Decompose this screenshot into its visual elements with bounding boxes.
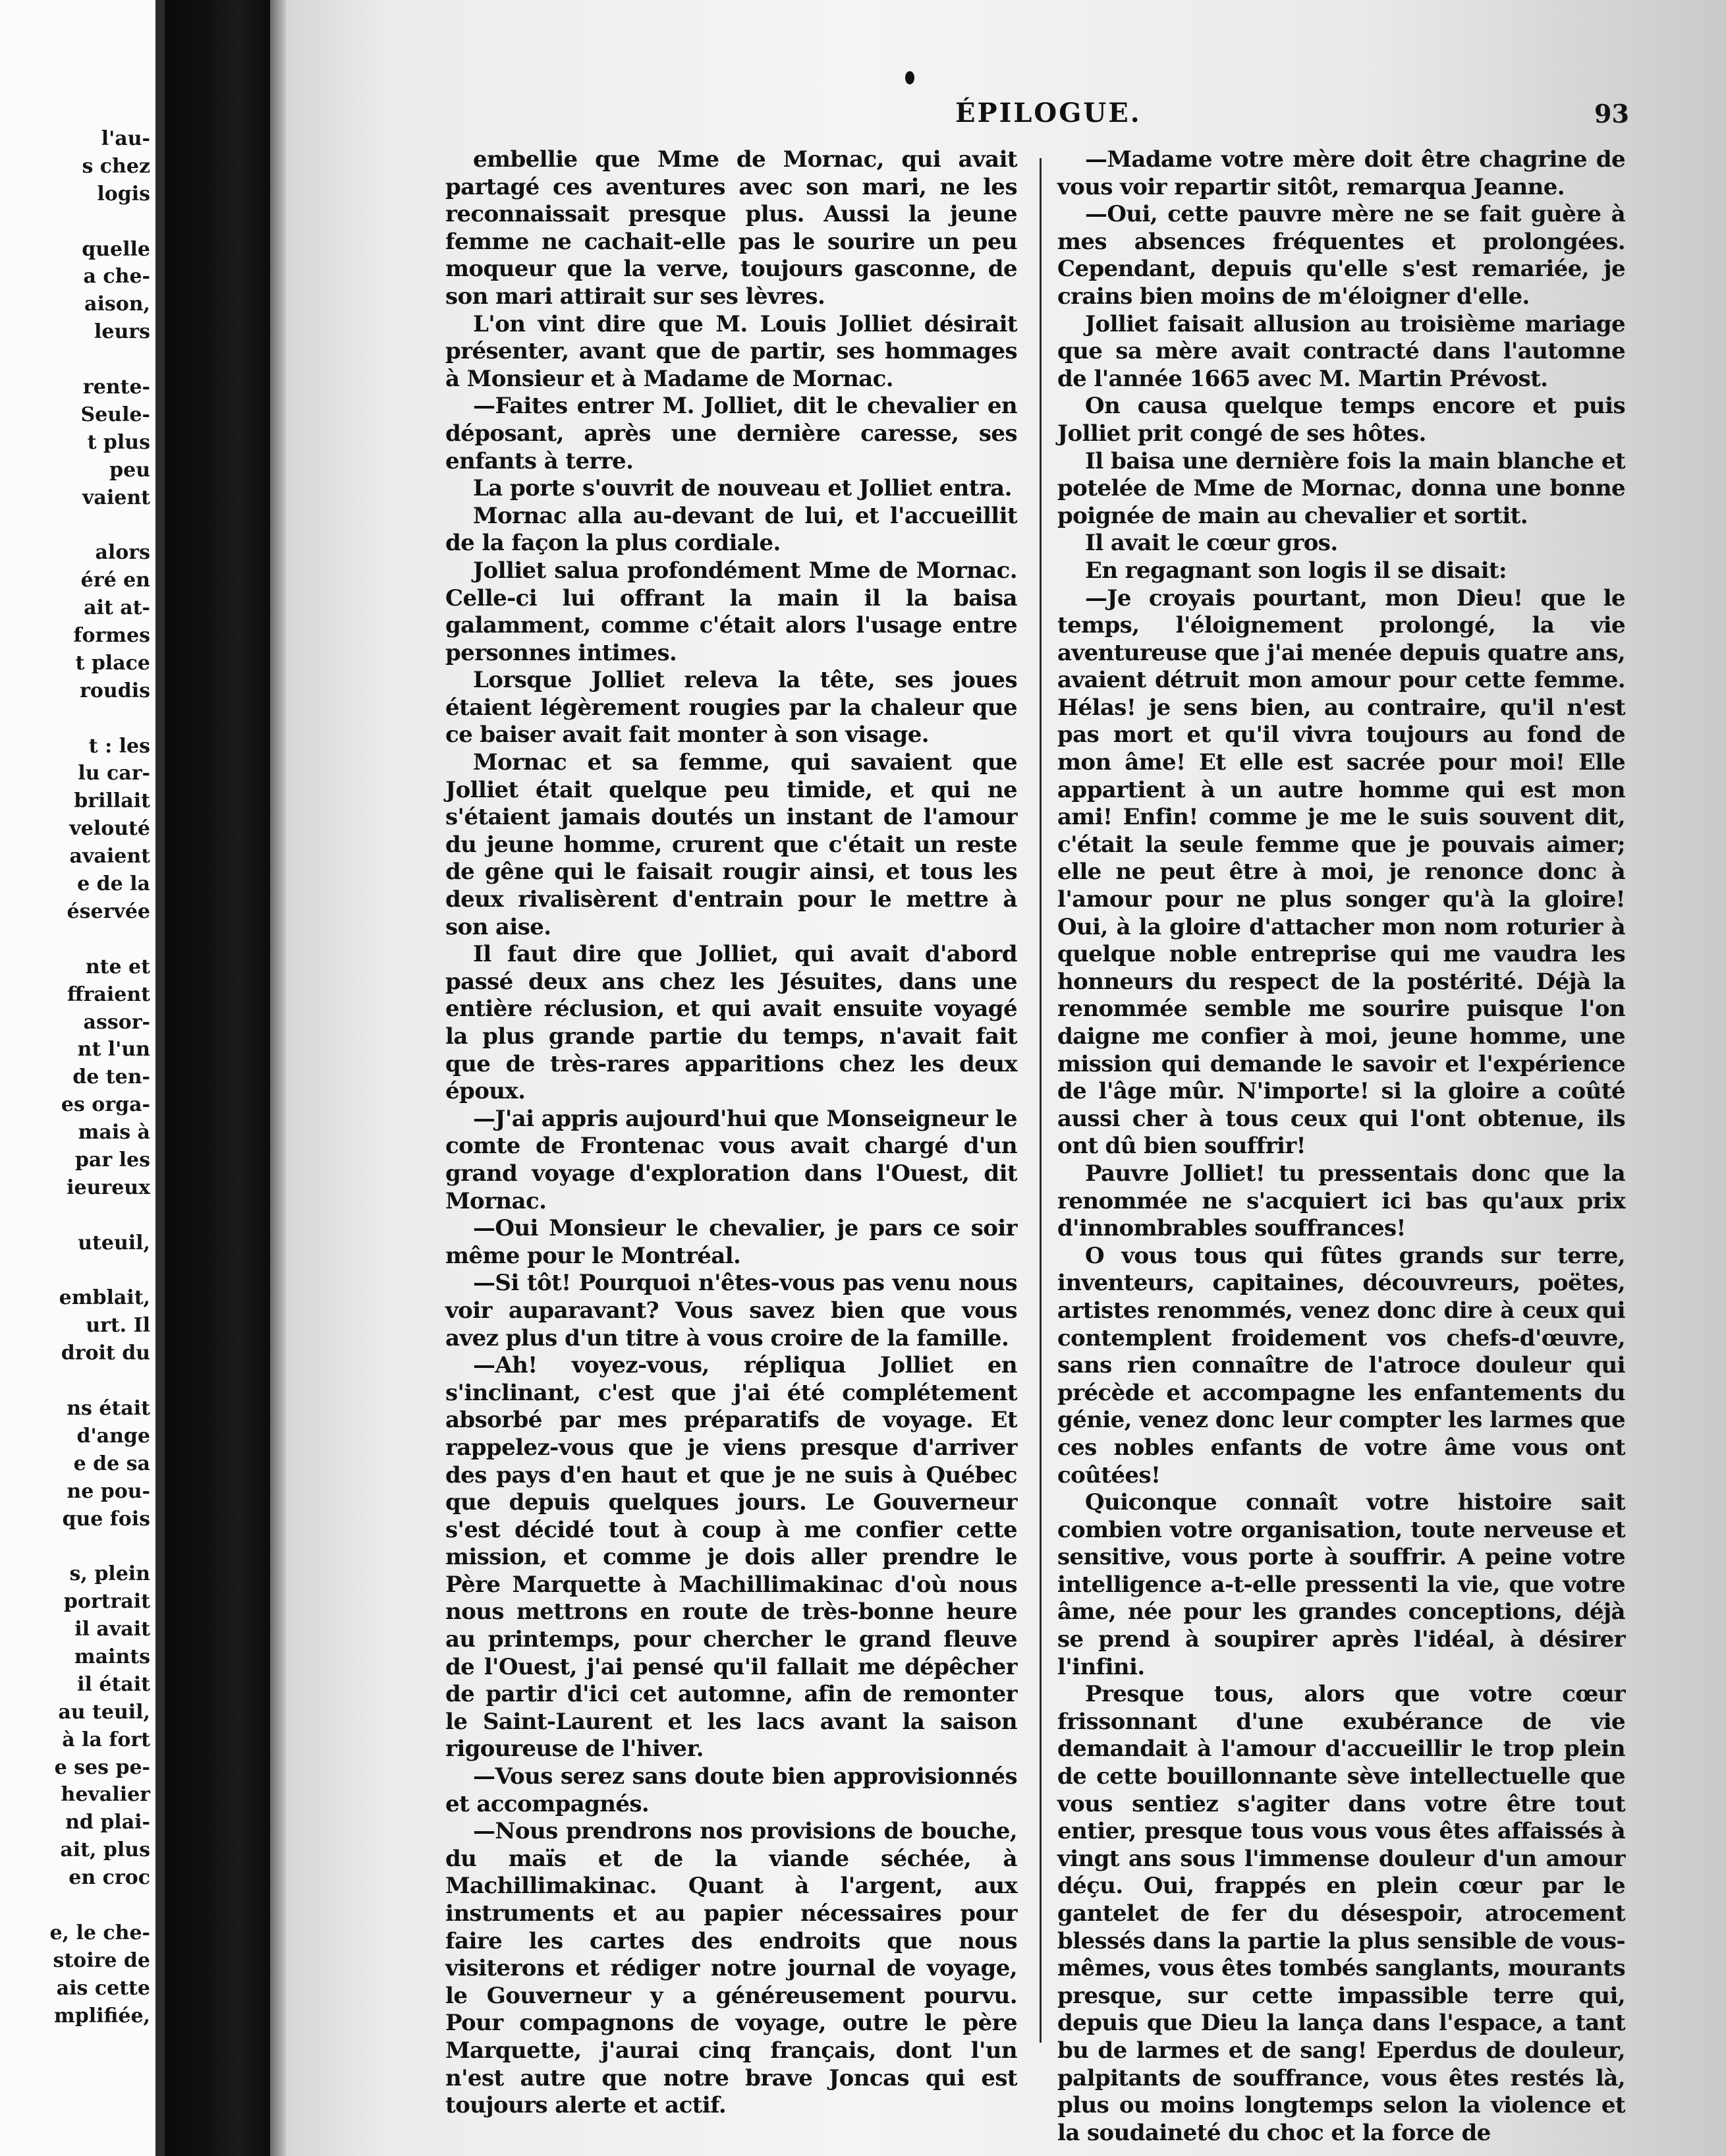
paragraph: —Vous serez sans doute bien approvisionnés et accompagnés. <box>445 1763 1017 1817</box>
paragraph: Mornac alla au-devant de lui, et l'accueillit de la façon la plus cordiale. <box>445 502 1017 557</box>
previous-page-line <box>0 1257 150 1285</box>
paragraph: O vous tous qui fûtes grands sur terre, inventeurs, capitaines, découvreurs, poëtes, artistes renommés, venez donc dire à ceux qui contemplent froidement vos chefs-d'œuvre, sans rien connaître de l'atroce douleur qui précède et accompagne les enfantements du génie, venez donc leur compter les larmes que ces nobles enfants de votre âme vous ont coûtées! <box>1057 1242 1625 1489</box>
page-number: 93 <box>1594 99 1629 128</box>
paragraph: Il faut dire que Jolliet, qui avait d'abord passé deux ans chez les Jésuites, dans une entière réclusion, et qui avait ensuite voyagé la plus grande partie du temps, n'avait fait que de très-rares apparitions chez les deux époux. <box>445 941 1017 1105</box>
paragraph: Jolliet faisait allusion au troisième mariage que sa mère avait contracté dans l'automne de l'année 1665 avec M. Martin Prévost. <box>1057 310 1625 392</box>
paragraph: —Oui, cette pauvre mère ne se fait guère à mes absences fréquentes et prolongées. Cependant, depuis qu'elle s'est remariée, je crains bien moins de m'éloigner d'elle. <box>1057 201 1625 310</box>
paragraph: Lorsque Jolliet releva la tête, ses joues étaient légèrement rougies par la chaleur que ce baiser avait fait monter à son visage. <box>445 667 1017 749</box>
text-column-right <box>1057 146 1625 2147</box>
paragraph: —Nous prendrons nos provisions de bouche, du maïs et de la viande séchée, à Machillimakinac. Quant à l'argent, aux instruments et au papier nécessaires pour faire les cartes des endroits que nous visiterons et rédiger notre journal de voyage, le Gouverneur y a généreusement pourvu. Pour compagnons de voyage, outre le père Marquette, j'aurai cinq français, dont l'un n'est autre que notre brave Joncas qui est toujours alerte et actif. <box>445 1818 1017 2119</box>
previous-page-line: maints <box>74 1645 150 1668</box>
previous-page-line <box>0 1892 150 1919</box>
previous-page-line: portrait <box>63 1590 150 1614</box>
previous-page-line: stoire de <box>53 1948 150 1972</box>
previous-page-line: leurs <box>94 320 150 344</box>
previous-page-line: peu <box>109 458 150 482</box>
paragraph: —Ah! voyez-vous, répliqua Jolliet en s'inclinant, c'est que j'ai été complétement absorbé par mes préparatifs de voyage. Et rappelez-vous que je viens presque d'arriver des pays d'en haut et que je ne suis à Québec que depuis quelques jours. Le Gouverneur s'est décidé tout à coup à me confier cette mission, et comme je dois aller prendre le Père Marquette à Machillimakinac d'où nous nous mettrons en route de très-bonne heure au printemps, pour chercher le grand fleuve de l'Ouest, j'ai pensé qu'il fallait me dépêcher de partir d'ici cet automne, afin de remonter le Saint-Laurent et les lacs avant la saison rigoureuse de l'hiver. <box>445 1352 1017 1763</box>
previous-page-line: uteuil, <box>78 1231 150 1255</box>
previous-page-line: droit du <box>61 1342 150 1365</box>
previous-page-line: es orga- <box>61 1093 150 1117</box>
paragraph: Il baisa une dernière fois la main blanche et potelée de Mme de Mornac, donna une bonne poignée de main au chevalier et sortit. <box>1057 447 1625 529</box>
previous-page-line: d'ange <box>76 1424 150 1448</box>
previous-page-line: quelle <box>82 237 150 261</box>
previous-page-line: t : les <box>88 734 150 758</box>
previous-page-line: vaient <box>82 486 150 509</box>
previous-page-line: emblait, <box>59 1286 150 1310</box>
paragraph: Il avait le cœur gros. <box>1085 530 1338 557</box>
running-head: ÉPILOGUE. <box>955 98 1142 128</box>
paragraph: En regagnant son logis il se disait: <box>1085 557 1507 584</box>
previous-page-line: que fois <box>62 1507 150 1531</box>
previous-page-line: brillait <box>74 789 150 813</box>
previous-page-line: velouté <box>69 817 150 841</box>
column-rule <box>1040 158 1042 2043</box>
previous-page-line: alors <box>95 541 150 565</box>
previous-page-fragment <box>0 0 155 2156</box>
previous-page-line: assor- <box>83 1010 150 1034</box>
previous-page-line: e, le che- <box>49 1921 150 1944</box>
paragraph: —Madame votre mère doit être chagrine de vous voir repartir sitôt, remarqua Jeanne. <box>1057 146 1625 200</box>
previous-page-text <box>0 125 150 2029</box>
page-gutter <box>155 0 165 2156</box>
previous-page-line <box>0 705 150 733</box>
previous-page-line: urt. Il <box>86 1314 150 1338</box>
previous-page-line <box>0 208 150 236</box>
previous-page-line: il était <box>77 1672 150 1696</box>
previous-page-line: rente- <box>82 376 150 399</box>
previous-page-line <box>0 346 150 374</box>
paragraph: —Oui Monsieur le chevalier, je pars ce soir même pour le Montréal. <box>445 1215 1017 1269</box>
previous-page-line: a che- <box>83 265 150 289</box>
previous-page-line: nte et <box>85 955 150 979</box>
paragraph: embellie que Mme de Mornac, qui avait partagé ces aventures avec son mari, ne les reconnaissait presque plus. Aussi la jeune femme ne cachait-elle pas le sourire un peu moqueur que la verve, toujours gasconne, de son mari attirait sur ses lèvres. <box>445 146 1017 310</box>
paragraph: On causa quelque temps encore et puis Jolliet prit congé de ses hôtes. <box>1057 393 1625 447</box>
previous-page-line: ne pou- <box>67 1479 150 1503</box>
previous-page-line: ait, plus <box>60 1838 150 1862</box>
paragraph: —Faites entrer M. Jolliet, dit le chevalier en déposant, après une dernière caresse, ses enfants à terre. <box>445 393 1017 474</box>
previous-page-line: avaient <box>69 845 150 868</box>
previous-page-line: éré en <box>80 569 150 592</box>
paragraph: Jolliet salua profondément Mme de Mornac. Celle-ci lui offrant la main il la baisa galamment, comme c'était alors l'usage entre personnes intimes. <box>445 557 1017 666</box>
ink-spot <box>905 71 914 84</box>
previous-page-line: t place <box>75 651 150 675</box>
previous-page-line: par les <box>74 1148 150 1172</box>
previous-page-line: s, plein <box>69 1562 150 1586</box>
previous-page-line <box>0 926 150 953</box>
paragraph: Pauvre Jolliet! tu pressentais donc que la renommée ne s'acquiert ici bas qu'aux prix d'innombrables souffrances! <box>1057 1160 1625 1242</box>
previous-page-line: il avait <box>74 1618 150 1641</box>
paragraph: La porte s'ouvrit de nouveau et Jolliet entra. <box>473 475 1012 502</box>
paragraph: Presque tous, alors que votre cœur frissonnant d'une exubérance de vie demandait à l'amour d'accueillir le trop plein de cette bouillonnante sève intellectuelle que vous sentiez s'agiter dans votre être tout entier, presque tous vous vous êtes affaissés à vingt ans sous l'immense douleur d'un amour déçu. Oui, frappés en plein cœur par le gantelet de fer du désespoir, atrocement blessés dans la partie la plus sensible de vous-mêmes, vous êtes tombés sanglants, mourants presque, sur cette impassible terre qui, depuis que Dieu la lança dans l'espace, a tant bu de larmes et de sang! Eperdus de douleur, palpitants de souffrance, vous êtes restés là, plus ou moins longtemps selon la violence et la soudaineté du choc et la force de <box>1057 1681 1625 2146</box>
paragraph: Mornac et sa femme, qui savaient que Jolliet était quelque peu timide, et qui ne s'étaient jamais doutés un instant de l'amour du jeune homme, crurent que c'était un reste de gêne qui le faisait rougir ainsi, et tous les deux rivalisèrent d'entrain pour le mettre à son aise. <box>445 749 1017 940</box>
paragraph: Quiconque connaît votre histoire sait combien votre organisation, toute nerveuse et sensitive, vous porte à souffrir. A peine votre intelligence a-t-elle pressenti la vie, que votre âme, née pour les grandes conceptions, déjà se prend à soupirer après l'idéal, à désirer l'infini. <box>1057 1489 1625 1680</box>
previous-page-line: ieureux <box>67 1176 150 1199</box>
previous-page-line: nd plai- <box>65 1811 150 1834</box>
previous-page-line <box>0 511 150 539</box>
previous-page-line <box>0 1202 150 1230</box>
previous-page-line: roudis <box>80 679 150 702</box>
previous-page-line <box>0 1367 150 1395</box>
previous-page-line: en croc <box>69 1866 150 1890</box>
previous-page-line: l'au- <box>101 127 150 150</box>
text-column-left <box>445 146 1017 2120</box>
previous-page-line: lu car- <box>78 762 150 785</box>
previous-page-line: mais à <box>78 1121 150 1145</box>
previous-page-line: hevalier <box>61 1783 150 1807</box>
paragraph: —Je croyais pourtant, mon Dieu! que le temps, l'éloignement prolongé, la vie aventureuse que j'ai menée depuis quatre ans, avaient détruit mon amour pour cette femme. Hélas! je sens bien, au contraire, qu'il n'est pas mort et qu'il vivra toujours au fond de mon âme! Et elle est sacrée pour moi! Elle appartient à un autre homme qui est mon ami! Enfin! comme je me le suis souvent dit, c'était la seule femme que je pouvais aimer; elle ne peut être à moi, je renonce donc à l'amour pour ne plus songer qu'à la gloire! Oui, à la gloire d'attacher mon nom roturier à quelque noble entreprise qui me vaudra les honneurs du respect de la postérité. Déjà la renommée semble me sourire puisque l'on daigne me confier à moi, jeune homme, une mission qui demande le savoir et l'expérience de l'âge mûr. N'importe! si la gloire a coûté aussi cher à tous ceux qui l'ont obtenue, ils ont dû bien souffrir! <box>1057 584 1625 1160</box>
previous-page-line: à la fort <box>62 1728 150 1751</box>
paragraph: —J'ai appris aujourd'hui que Monseigneur le comte de Frontenac vous avait chargé d'un grand voyage d'exploration dans l'Ouest, dit Mornac. <box>445 1105 1017 1214</box>
previous-page-line: logis <box>97 182 150 206</box>
previous-page-line: mplifiée, <box>54 2004 150 2028</box>
previous-page-line: de ten- <box>72 1065 150 1089</box>
previous-page-line: t plus <box>87 430 150 454</box>
previous-page-line: s chez <box>82 154 150 178</box>
page-edge-shadow <box>270 0 286 2156</box>
previous-page-line: ais cette <box>56 1976 150 2000</box>
paragraph: —Si tôt! Pourquoi n'êtes-vous pas venu nous voir auparavant? Vous savez bien que vous avez plus d'un titre à vous croire de la famille. <box>445 1270 1017 1351</box>
paragraph: L'on vint dire que M. Louis Jolliet désirait présenter, avant que de partir, ses hommages à Monsieur et à Madame de Mornac. <box>445 310 1017 392</box>
previous-page-line: éservée <box>67 899 150 923</box>
book-binding <box>165 0 270 2156</box>
previous-page-line: aison, <box>84 293 150 316</box>
previous-page-line: Seule- <box>80 403 150 426</box>
previous-page-line: e de sa <box>73 1452 150 1475</box>
previous-page-line: ait at- <box>84 596 150 620</box>
previous-page-line <box>0 1533 150 1560</box>
previous-page-line: e de la <box>77 872 150 896</box>
previous-page-line: au teuil, <box>58 1700 150 1724</box>
previous-page-line: nt l'un <box>77 1038 150 1062</box>
previous-page-line: ffraient <box>67 982 150 1006</box>
previous-page-line: ns était <box>67 1396 150 1420</box>
previous-page-line: formes <box>73 624 150 648</box>
previous-page-line: e ses pe- <box>54 1755 150 1779</box>
